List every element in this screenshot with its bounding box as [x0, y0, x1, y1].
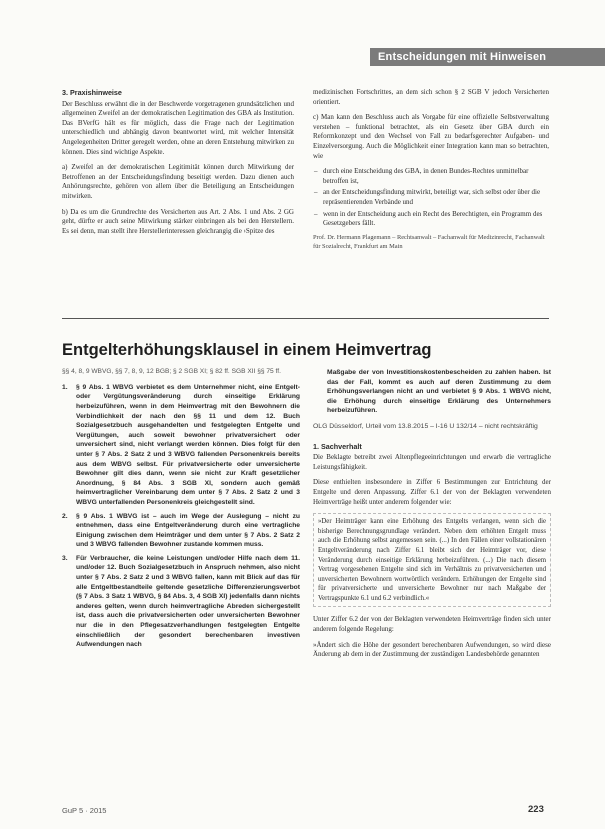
sachverhalt-heading: 1. Sachverhalt — [313, 441, 362, 451]
leitsatz-continuation: Maßgabe der von Investitionskostenbescheiden zu zahlen haben. Ist das der Fall, kommt es auch auf deren Zustimmung zu dem Erhöhungsverlangen nicht an und verbietet § 9 Abs. 1 WBVG nicht, die Erhöhung durch einseitige Erklärung des Unternehmers herbeizuführen. — [327, 369, 551, 415]
dash-list — [313, 167, 549, 229]
paragraph: medizinischen Fortschrittes, an dem sich schon § 2 SGB V jedoch Versicherten orientiert. — [313, 88, 549, 106]
paragraph: Die Beklagte betreibt zwei Altenpflegeeinrichtungen und erwarb die vertragliche Leistungsfähigkeit. — [313, 453, 551, 471]
divider — [62, 318, 549, 319]
paragraph: a) Zweifel an der demokratischen Legitimität können durch Mitwirkung der Betroffenen an der Entscheidungsfindung beseitigt werden. Dazu dienen auch Anhörungsrechte, gehören von allem über die Beteiligung an Entscheidungen mitwirken. — [62, 163, 294, 200]
paragraph: c) Man kann den Beschluss auch als Vorgabe für eine offizielle Selbstverwaltung verstehen – funktional betrachtet, als ein Gesetz über GBA durch ein Reformkonzept und den Wechsel von Fall zu bedarfsgerechter Aufgaben- und Einzelversorgung. Auch die Möglichkeit einer Integration kann man so betrachten, wie — [313, 113, 549, 160]
author-note: Prof. Dr. Hermann Plagemann – Rechtsanwalt – Fachanwalt für Medizinrecht, Fachanwalt für Sozialrecht, Frankfurt am Main — [313, 233, 545, 250]
page-number: 223 — [528, 804, 544, 815]
list-item: – durch eine Entscheidung des GBA, in denen Bundes-Rechtes unmittelbar betroffen ist, — [323, 167, 549, 186]
top-right-column — [313, 88, 549, 251]
leitsatz-number: 1. — [62, 383, 68, 391]
paragraph: »Ändert sich die Höhe der gesondert berechenbaren Aufwendungen, so wird diese Änderung ab dem in der Zustimmung der zuständigen Landesbehörde genannten — [313, 640, 551, 659]
leitsatz-3 — [62, 554, 300, 650]
leitsatz-text: § 9 Abs. 1 WBVG verbietet es dem Unternehmer nicht, eine Entgelt- oder Vergütungsveränderung durch einseitige Erklärung herbeizuführen, wenn in dem Heimvertrag mit den Bewohnern die Verbindlichkeit der nach den §§ 11 und dem 12. Buch Sozialgesetzbuch ausgehandelten und festgelegten Entgelte und Vergütungen, auch soweit bewohner privatversichert oder unversichert sind, nicht verlangt werden können. Dies folgt für den unter § 7 Abs. 2 Satz 2 und 3 WBVG fallenden Personenkreis bereits aus dem WBVG selbst. Für privatversicherte oder unversicherte Bewohner gilt dies dann, wenn sie nicht zur Kraft gesetzlicher Anordnung, § 84 Abs. 3 SGB XI, sondern auch gemäß heimvertraglicher Vereinbarung dem unter § 7 Abs. 2 Satz 2 und 3 WBVG unterfallenden Personenkreis gleichgestellt sind. — [76, 383, 300, 506]
quote-box: »Der Heimträger kann eine Erhöhung des Entgelts verlangen, wenn sich die bisherige Berechnungsgrundlage verändert. Neben dem erhöhten Entgelt muss auch die Erhöhung selbst angemessen sein. (...) In den Fällen einer vollstationären Entgeltveränderung nach Ziffer 6.1 bleibt sich der Heimträger vor, diese Veränderung durch einseitige Erklärung herbeizuführen. (...) Die nach diesem Vertrag vorgesehenen Entgelte sind sich im Verhältnis zu privatversicherten und unversicherten Bewohnern wortwörtlich verändern. Erhöhungen der Entgelte sind für privatversicherte und unversicherte Bewohner nur nach Maßgabe der Vertragspunkte 6.1 und 6.2 verbindlich.« — [313, 513, 551, 607]
top-left-column — [62, 88, 294, 242]
bottom-left-column — [62, 368, 300, 654]
leitsatz-text: Für Verbraucher, die keine Leistungen und/oder Hilfe nach dem 11. und/oder 12. Buch Sozialgesetzbuch in Anspruch nehmen, also nicht unter § 7 Abs. 2 Satz 2 und 3 WBVG fallen, kann mit Blick auf das für alle Entgeltbestandteile geltende gesetzliche Differenzierungsverbot (§ 7 Abs. 3 Satz 1 WBVG, § 84 Abs. 3, 4 SGB XI) jedenfalls dann nichts anderes gelten, wenn durch heimvertragliche Abreden sichergestellt ist, dass auch die privatversicherten oder unversicherten Bewohner nur die in den Pflegesatzverhandlungen festgelegten Entgelte einschließlich der gesondert berechenbaren investiven Aufwendungen nach — [76, 554, 300, 649]
court-citation: OLG Düsseldorf, Urteil vom 13.8.2015 – I-16 U 132/14 – nicht rechtskräftig — [313, 422, 538, 430]
paragraph: Der Beschluss erwähnt die in der Beschwerde vorgetragenen grundsätzlichen und allgemeinen Zweifel an der demokratischen Legitimation des GBA als Institution. Das BVerfG hält es für möglich, dass die Frage nach der Legitimation unterschiedlich und abhängig davon beantwortet wird, mit welcher Intensität Angelegenheiten Dritter geregelt werden, ohne an deren Entstehung mitwirken zu können. Dies sind wichtige Aspekte. — [62, 99, 294, 156]
bottom-right-column — [313, 368, 551, 666]
paragraph: Unter Ziffer 6.2 der von der Beklagten verwendeten Heimverträge finden sich unter anderem folgende Regelung: — [313, 615, 551, 634]
leitsatz-number: 2. — [62, 512, 68, 520]
leitsatz-2 — [62, 512, 300, 550]
journal-footer: GuP 5 · 2015 — [62, 806, 107, 815]
list-item: – an der Entscheidungsfindung mitwirkt, beteiligt war, sich selbst oder über die repräsentierenden Verbände und — [323, 188, 549, 207]
leitsatz-number: 3. — [62, 554, 68, 562]
list-item: – wenn in der Entscheidung auch ein Recht des Berechtigten, ein Programm des Gesetzgebers fällt. — [323, 210, 549, 229]
leitsatz-1 — [62, 383, 300, 508]
norms-line: §§ 4, 8, 9 WBVG, §§ 7, 8, 9, 12 BGB; § 2 SGB XI; § 82 ff. SGB XII §§ 75 ff. — [62, 368, 281, 375]
section-header-band — [370, 48, 605, 66]
praxishinweise-heading: 3. Praxishinweise — [62, 88, 122, 97]
section-header-label: Entscheidungen mit Hinweisen — [378, 51, 547, 63]
leitsatz-text: § 9 Abs. 1 WBVG ist – auch im Wege der Auslegung – nicht zu entnehmen, dass eine Entgeltveränderung durch eine vertragliche Einigung zwischen dem Heimträger und dem unter § 7 Abs. 2 Satz 2 und 3 WBVG fallenden Bewohner zustande kommen muss. — [76, 512, 300, 549]
article-title: Entgelterhöhungsklausel in einem Heimvertrag — [62, 341, 432, 359]
paragraph: Diese enthielten insbesondere in Ziffer 6 Bestimmungen zur Entrichtung der Entgelte und deren Anpassung. Ziffer 6.1 der von der Beklagten verwendeten Heimverträge heißt unter anderem folgender wie: — [313, 478, 551, 506]
paragraph: b) Da es um die Grundrechte des Versicherten aus Art. 2 Abs. 1 und Abs. 2 GG geht, dürfte er auch seine Mitwirkung stärker einbringen als bei den Herstellern. Es sei denn, man stellt ihre Herstellerinteressen gleichrangig die ›Spitze des — [62, 207, 294, 235]
